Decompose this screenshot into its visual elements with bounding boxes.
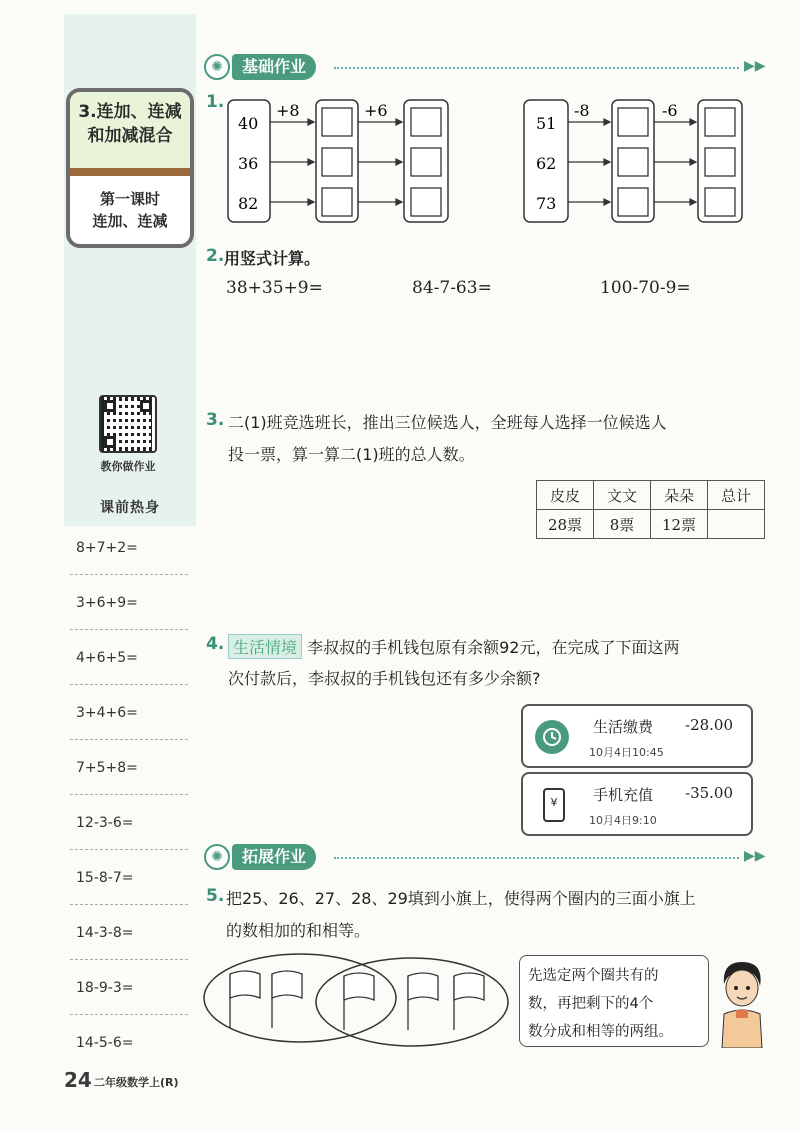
warmup-expression: 8+7+2=: [76, 540, 138, 556]
utility-payment-icon: [535, 720, 569, 754]
question-number-3: 3.: [206, 410, 225, 430]
warmup-answer-line[interactable]: [70, 959, 188, 960]
payment-time: 10月4日10:45: [589, 746, 664, 759]
warmup-answer-line[interactable]: [70, 684, 188, 685]
lesson-card: [66, 88, 194, 248]
payment-name: 生活缴费: [593, 718, 654, 736]
warmup-answer-line[interactable]: [70, 794, 188, 795]
question-number-5: 5.: [206, 886, 225, 906]
lesson-title-line2: 和加减混合: [87, 126, 173, 146]
payment-card: [521, 772, 753, 836]
warmup-answer-line[interactable]: [70, 849, 188, 850]
vote-table: [536, 480, 765, 539]
question-number-1: 1.: [206, 92, 225, 112]
context-tag: 生活情境: [228, 634, 302, 659]
question-text-3-line2: 投一票，算一算二(1)班的总人数。: [228, 445, 475, 464]
warmup-answer-line[interactable]: [70, 739, 188, 740]
payment-amount: -35.00: [685, 784, 734, 802]
warmup-expression: 4+6+5=: [76, 650, 138, 666]
lesson-sub-line2: 连加、连减: [92, 212, 168, 230]
warmup-expression: 14-3-8=: [76, 925, 134, 941]
qr-eye: [104, 400, 116, 412]
operator-label: -8: [574, 101, 590, 120]
payment-time: 10月4日9:10: [589, 814, 657, 827]
operator-label: +8: [276, 101, 300, 120]
lesson-title-line1: 3.连加、连减: [78, 102, 182, 122]
table-row: [537, 510, 765, 539]
question-text-5-line1: 把25、26、27、28、29填到小旗上，使得两个圈内的三面小旗上: [226, 889, 696, 908]
input-value: 51: [536, 114, 557, 133]
hint-line: 数，再把剩下的4个: [528, 996, 654, 1012]
right-circle: [316, 958, 508, 1046]
flag-circles-diagram: [200, 948, 515, 1060]
expression: 100-70-9=: [600, 278, 691, 298]
book-title: 二年级数学上(R): [94, 1076, 179, 1089]
lesson-sub-line1: 第一课时: [99, 190, 160, 208]
question-text-4-line2: 次付款后，李叔叔的手机钱包还有多少余额?: [228, 669, 541, 688]
input-value: 36: [238, 154, 259, 173]
table-header-cell: 朵朵: [651, 481, 708, 510]
section-title-basic: 基础作业: [232, 54, 316, 80]
section-header-basic: [204, 54, 766, 84]
section-divider: [334, 857, 739, 859]
flag-icon: [272, 971, 302, 1028]
table-header-cell: 总计: [708, 481, 765, 510]
lesson-card-stripe: [70, 168, 190, 176]
payment-amount: -28.00: [685, 716, 734, 734]
warmup-expression: 15-8-7=: [76, 870, 134, 886]
question-number-2: 2.: [206, 246, 225, 266]
operator-label: +6: [364, 101, 388, 120]
lightbulb-icon: ✺: [204, 54, 230, 80]
question-text-2: 用竖式计算。: [224, 249, 321, 268]
section-header-extension: [204, 844, 766, 874]
warmup-answer-line[interactable]: [70, 574, 188, 575]
arrow-diagram-subtract: [522, 96, 758, 226]
operator-label: -6: [662, 101, 678, 120]
section-divider: [334, 67, 739, 69]
warmup-expression: 3+6+9=: [76, 595, 138, 611]
qr-eye: [140, 400, 152, 412]
table-header-cell: 皮皮: [537, 481, 594, 510]
warmup-expression: 14-5-6=: [76, 1035, 134, 1051]
arrow-diagram-add: [226, 96, 456, 226]
warmup-expression: 7+5+8=: [76, 760, 138, 776]
warmup-answer-line[interactable]: [70, 904, 188, 905]
input-value: 62: [536, 154, 557, 173]
lesson-title: [70, 100, 190, 148]
warmup-expression: 3+4+6=: [76, 705, 138, 721]
flag-icon: [344, 973, 374, 1030]
page-number: 24: [64, 1068, 92, 1092]
input-value: 82: [238, 194, 259, 213]
input-value: 40: [238, 114, 259, 133]
question-text-4-line1: [228, 634, 679, 659]
qr-label: 教你做作业: [100, 460, 156, 473]
lesson-subtitle: [70, 188, 190, 232]
hint-line: 先选定两个圈共有的: [528, 968, 659, 984]
input-value: 73: [536, 194, 557, 213]
hint-bubble: [519, 955, 709, 1047]
flag-icon: [454, 973, 484, 1030]
double-arrow-icon: ▶▶: [744, 848, 766, 864]
warmup-expression: 18-9-3=: [76, 980, 134, 996]
table-cell-total[interactable]: [708, 510, 765, 539]
flag-icon: [230, 971, 260, 1028]
payment-name: 手机充值: [593, 786, 654, 804]
warmup-answer-line[interactable]: [70, 1014, 188, 1015]
boy-character-icon: [712, 956, 772, 1048]
question-text-5-line2: 的数相加的和相等。: [226, 921, 371, 940]
question-number-4: 4.: [206, 634, 225, 654]
qr-eye: [104, 436, 116, 448]
table-header-row: [537, 481, 765, 510]
flag-icon: [408, 973, 438, 1030]
table-cell: 12票: [651, 510, 708, 539]
warmup-answer-line[interactable]: [70, 629, 188, 630]
phone-recharge-icon: ¥: [543, 788, 565, 822]
table-cell: 28票: [537, 510, 594, 539]
question-text-3-line1: 二(1)班竞选班长，推出三位候选人，全班每人选择一位候选人: [228, 413, 667, 432]
table-cell: 8票: [594, 510, 651, 539]
warmup-title: 课前热身: [100, 500, 160, 516]
question-text-4-body: 李叔叔的手机钱包原有余额92元，在完成了下面这两: [307, 638, 680, 657]
section-title-extension: 拓展作业: [232, 844, 316, 870]
warmup-expression: 12-3-6=: [76, 815, 134, 831]
qr-code[interactable]: [99, 395, 157, 453]
payment-card: [521, 704, 753, 768]
table-header-cell: 文文: [594, 481, 651, 510]
hint-line: 数分成和相等的两组。: [528, 1024, 673, 1040]
double-arrow-icon: ▶▶: [744, 58, 766, 74]
expression: 84-7-63=: [412, 278, 492, 298]
lightbulb-icon: ✺: [204, 844, 230, 870]
expression: 38+35+9=: [226, 278, 323, 298]
